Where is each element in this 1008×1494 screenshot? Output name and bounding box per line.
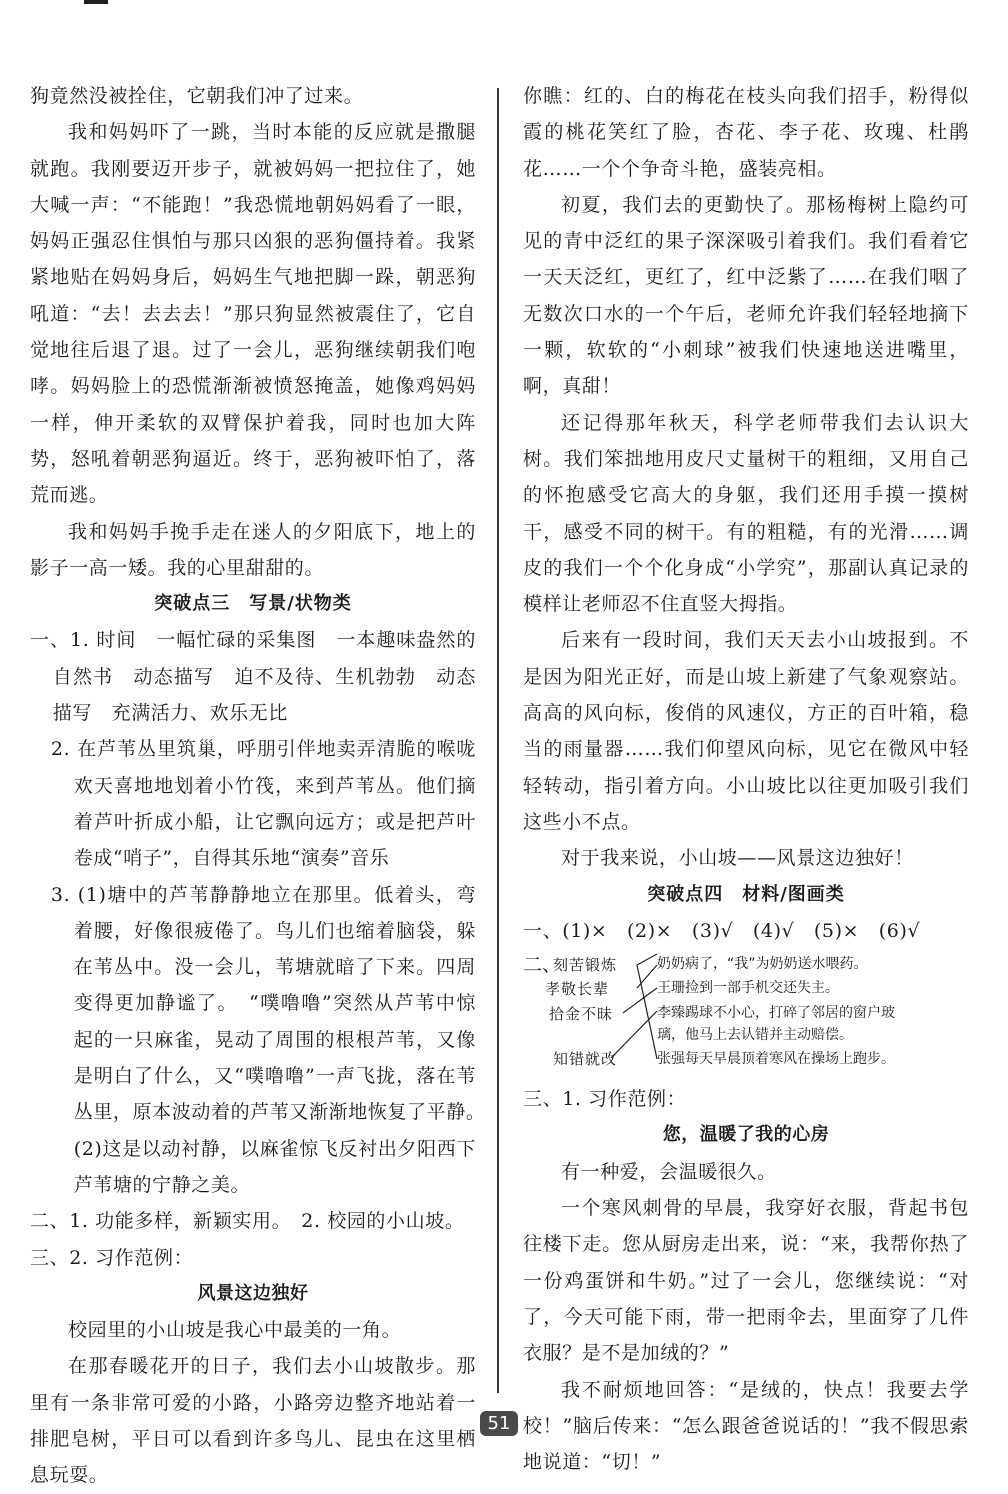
section-heading-4: 突破点四 材料/图画类 [647,883,845,905]
answer-1-3: 3. (1)塘中的芦苇静静地立在那里。低着头，弯着腰，好像很疲倦了。鸟儿们也缩着脑袋，躲在苇丛中。没一会儿，苇塘就暗了下来。四周变得更加静谧了。 “噗噜噜”突然从芦苇中惊起的一只麻雀，晃动了周围的根根芦苇，又像是明白了什么，又“噗噜噜”一声飞拢，落在苇丛里，原本波动着的芦苇又渐渐地恢复了平静。 (2)这是以动衬静，以麻雀惊飞反衬出夕阳西下芦苇塘的宁静之美。 [50,883,496,1196]
answer-2: 二、1. 功能多样，新颖实用。 2. 校园的小山坡。 [30,1210,465,1233]
match-word: 知错就改 [553,1050,618,1069]
essay-closing: 对于我来说，小山坡——风景这边独好！ [561,847,914,870]
essay-title: 风景这边独好 [197,1282,309,1304]
essay-paragraph: 你瞧：红的、白的梅花在枝头向我们招手，粉得似霞的桃花笑红了脸，杏花、李子花、玫瑰、杜鹃花……一个个争奇斗艳，盛装亮相。 [523,85,969,180]
essay-paragraph: 还记得那年秋天，科学老师带我们去认识大树。我们笨拙地用皮尺丈量树干的粗细，又用自己的怀抱感受它高大的身躯，我们还用手摸一摸树干，感受不同的树干。有的粗糙，有的光滑……调皮的我们一个个化身成“小学究”，那副认真记录的模样让老师忍不住直竖大拇指。 [523,411,969,616]
match-sentence: 王珊捡到一部手机交还失主。 [657,980,839,997]
essay-paragraph: 一个寒风刺骨的早晨，我穿好衣服，背起书包往楼下走。您从厨房走出来，说：“来，我帮你热了一份鸡蛋饼和牛奶。”过了一会儿，您继续说：“对了，今天可能下雨，带一把雨伞去，里面穿了几件衣服？是不是加绒的？” [523,1197,969,1365]
matching-exercise [523,951,969,1077]
answer-1-1: 一、1. 时间 一幅忙碌的采集图 一本趣味盎然的自然书 动态描写 迫不及待、生机勃勃 动态描写 充满活力、欢乐无比 [30,629,476,725]
story-paragraph: 我和妈妈吓了一跳，当时本能的反应就是撒腿就跑。我刚要迈开步子，就被妈妈一把拉住了，她大喊一声：“不能跑！”我恐慌地朝妈妈看了一眼，妈妈正强忍住惧怕与那只凶狠的恶狗僵持着。我紧紧地贴在妈妈身后，妈妈生气地把脚一跺，朝恶狗吼道：“去！去去去！”那只狗显然被震住了，它自觉地往后退了退。过了一会儿，恶狗继续朝我们咆哮。妈妈脸上的恐慌渐渐被愤怒掩盖，她像鸡妈妈一样，伸开柔软的双臂保护着我，同时也加大阵势，怒吼着朝恶狗逼近。终于，恶狗被吓怕了，落荒而逃。 [30,121,476,507]
left-column [30,78,496,1494]
essay-paragraph: 初夏，我们去的更勤快了。那杨梅树上隐约可见的青中泛红的果子深深吸引着我们。我们看着它一天天泛红，更红了，红中泛紫了……在我们咽了无数次口水的一个午后，老师允许我们轻轻地摘下一颗，软软的“小刺球”被我们快速地送进嘴里，啊，真甜！ [523,193,969,398]
essay-paragraph: 有一种爱，会温暖很久。 [561,1160,777,1183]
essay-paragraph: 校园里的小山坡是我心中最美的一角。 [68,1319,402,1342]
section-heading-3: 突破点三 写景/状物类 [154,593,352,615]
page-number: 51 [480,1411,518,1436]
essay-title: 您，温暖了我的心房 [662,1124,830,1146]
match-sentence: 璃，他马上去认错并主动赔偿。 [657,1027,853,1044]
essay-paragraph: 我不耐烦地回答：“是绒的，快点！我要去学校！”脑后传来：“怎么跟爸爸说话的！”我不假思索地说道：“切！” [523,1378,969,1474]
essay-paragraph: 后来有一段时间，我们天天去小山坡报到。不是因为阳光正好，而是山坡上新建了气象观察站。高高的风向标，俊俏的风速仪，方正的百叶箱，稳当的雨量器……我们仰望风向标，见它在微风中轻轻转动，指引着方向。小山坡比以往更加吸引我们这些小不点。 [523,629,969,833]
match-sentence: 张强每天早晨顶着寒风在操场上跑步。 [657,1051,895,1068]
match-sentence: 奶奶病了，“我”为奶奶送水喂药。 [657,956,868,973]
essay-paragraph: 在那春暖花开的日子，我们去小山坡散步。那里有一条非常可爱的小路，小路旁边整齐地站着一排肥皂树，平日可以看到许多鸟儿、昆虫在这里栖息玩耍。 [30,1355,476,1487]
match-word: 孝敬长辈 [545,980,610,999]
top-edge-mark [84,0,108,4]
right-column [523,78,969,1480]
answer-3-2-label: 三、2. 习作范例： [30,1246,194,1269]
answer-1-2: 2. 在芦苇丛里筑巢，呼朋引伴地卖弄清脆的喉咙 欢天喜地地划着小竹筏，来到芦苇丛。他们摘着芦叶折成小船，让它飘向远方；或是把芦叶卷成“哨子”，自得其乐地“演奏”音乐 [50,738,496,870]
story-closing: 我和妈妈手挽手走在迷人的夕阳底下，地上的影子一高一矮。我的心里甜甜的。 [30,520,476,579]
match-sentence: 李臻踢球不小心，打碎了邻居的窗户玻 [657,1005,895,1022]
story-end-line: 狗竟然没被拴住，它朝我们冲了过来。 [30,85,364,107]
answer-3-1-label: 三、1. 习作范例： [523,1088,687,1111]
match-word: 刻苦锻炼 [553,956,618,975]
answer-2-label: 二、 [523,954,562,977]
answer-1-judgements: 一、(1)× (2)× (3)√ (4)√ (5)× (6)√ [523,919,921,942]
match-word: 拾金不昧 [549,1005,614,1024]
column-divider [497,88,499,1393]
